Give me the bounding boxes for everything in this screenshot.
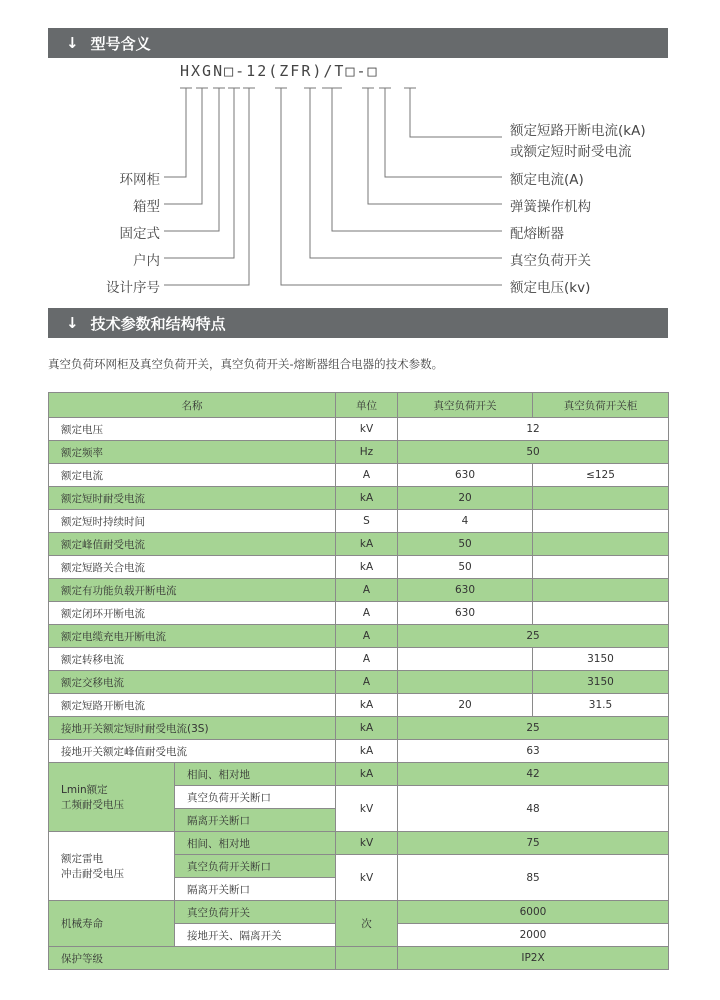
param-name: 额定闭环开断电流 xyxy=(49,602,336,625)
sub-param-name: 相间、相对地 xyxy=(175,832,336,855)
group-name xyxy=(49,763,175,832)
param-unit: kA xyxy=(336,763,398,786)
table-row xyxy=(49,832,669,855)
param-name: 额定有功能负载开断电流 xyxy=(49,579,336,602)
group-name: 机械寿命 xyxy=(49,901,175,947)
param-name: 额定峰值耐受电流 xyxy=(49,533,336,556)
table-row xyxy=(49,556,669,579)
leader-line xyxy=(281,88,502,285)
leader-line xyxy=(164,88,234,258)
table-row xyxy=(49,763,669,786)
param-name: 接地开关额定短时耐受电流(3S) xyxy=(49,717,336,740)
param-unit: kA xyxy=(336,717,398,740)
param-value: 25 xyxy=(398,717,669,740)
param-name: 额定频率 xyxy=(49,441,336,464)
param-value: 12 xyxy=(398,418,669,441)
param-value: 85 xyxy=(398,855,669,901)
table-row xyxy=(49,625,669,648)
param-unit: A xyxy=(336,625,398,648)
section-title: 型号含义 xyxy=(90,34,151,53)
group-name xyxy=(49,832,175,901)
header-switch: 真空负荷开关 xyxy=(398,393,533,418)
param-value: 2000 xyxy=(398,924,669,947)
param-unit: kA xyxy=(336,533,398,556)
leader-line xyxy=(410,88,502,137)
sub-param-name: 隔离开关断口 xyxy=(175,878,336,901)
table-row xyxy=(49,671,669,694)
param-value-cabinet xyxy=(533,487,669,510)
label-short-time-current: 或额定短时耐受电流 xyxy=(510,144,632,160)
param-name: 额定短时持续时间 xyxy=(49,510,336,533)
table-row xyxy=(49,717,669,740)
spec-table xyxy=(48,392,669,970)
param-value-cabinet: 31.5 xyxy=(533,694,669,717)
sub-param-name: 隔离开关断口 xyxy=(175,809,336,832)
param-value-cabinet: ≤125 xyxy=(533,464,669,487)
sub-param-name: 接地开关、隔离开关 xyxy=(175,924,336,947)
leader-line xyxy=(332,88,502,231)
param-unit: A xyxy=(336,602,398,625)
param-name: 额定电流 xyxy=(49,464,336,487)
label-breaking-current: 额定短路开断电流(kA) xyxy=(510,123,646,139)
param-unit: 次 xyxy=(336,901,398,947)
param-unit: kA xyxy=(336,694,398,717)
param-name: 额定电压 xyxy=(49,418,336,441)
param-unit: kA xyxy=(336,740,398,763)
param-value: 48 xyxy=(398,786,669,832)
param-name: 接地开关额定峰值耐受电流 xyxy=(49,740,336,763)
label-rated-voltage: 额定电压(kv) xyxy=(510,280,591,296)
param-value-cabinet: 3150 xyxy=(533,648,669,671)
sub-param-name: 真空负荷开关断口 xyxy=(175,855,336,878)
leader-line xyxy=(368,88,502,204)
param-value: 25 xyxy=(398,625,669,648)
param-unit: S xyxy=(336,510,398,533)
param-value-switch: 50 xyxy=(398,533,533,556)
param-name: 额定电缆充电开断电流 xyxy=(49,625,336,648)
leader-line xyxy=(164,88,219,231)
table-row xyxy=(49,510,669,533)
label-spring-mechanism: 弹簧操作机构 xyxy=(510,199,591,215)
leader-line xyxy=(164,88,202,204)
model-diagram xyxy=(0,0,720,300)
param-name: 额定转移电流 xyxy=(49,648,336,671)
param-value-switch: 20 xyxy=(398,694,533,717)
label-fixed-type: 固定式 xyxy=(119,226,160,242)
param-value: 75 xyxy=(398,832,669,855)
group-name-line: 工频耐受电压 xyxy=(61,799,124,811)
header-unit: 单位 xyxy=(336,393,398,418)
param-value-cabinet xyxy=(533,556,669,579)
param-unit: kA xyxy=(336,556,398,579)
param-unit: Hz xyxy=(336,441,398,464)
param-value-switch xyxy=(398,671,533,694)
label-rated-current: 额定电流(A) xyxy=(510,172,584,188)
label-vacuum-switch: 真空负荷开关 xyxy=(510,253,591,269)
sub-param-name: 相间、相对地 xyxy=(175,763,336,786)
table-row xyxy=(49,418,669,441)
param-unit: kV xyxy=(336,855,398,901)
table-row xyxy=(49,740,669,763)
leader-line xyxy=(385,88,502,177)
table-row xyxy=(49,533,669,556)
param-value-switch: 630 xyxy=(398,579,533,602)
section-title: 技术参数和结构特点 xyxy=(90,314,226,333)
param-unit: kA xyxy=(336,487,398,510)
arrow-down-icon: ↓ xyxy=(66,314,79,332)
param-unit: kV xyxy=(336,786,398,832)
param-unit: kV xyxy=(336,832,398,855)
param-unit: A xyxy=(336,464,398,487)
sub-param-name: 真空负荷开关断口 xyxy=(175,786,336,809)
table-row xyxy=(49,901,669,924)
leader-line xyxy=(310,88,502,258)
header-cabinet: 真空负荷开关柜 xyxy=(533,393,669,418)
label-indoor: 户内 xyxy=(133,253,160,269)
param-value-switch xyxy=(398,648,533,671)
group-name-line: 额定雷电 xyxy=(61,853,103,865)
intro-text: 真空负荷环网柜及真空负荷开关，真空负荷开关-熔断器组合电器的技术参数。 xyxy=(48,357,444,371)
table-header-row xyxy=(49,393,669,418)
table-row xyxy=(49,648,669,671)
model-code: HXGN□-12(ZFR)/T□-□ xyxy=(180,62,379,80)
table-row xyxy=(49,947,669,970)
param-value-switch: 630 xyxy=(398,464,533,487)
label-ring-main-unit: 环网柜 xyxy=(119,172,160,188)
param-unit: kV xyxy=(336,418,398,441)
label-fuse: 配熔断器 xyxy=(510,226,564,242)
param-value-switch: 630 xyxy=(398,602,533,625)
param-value-cabinet xyxy=(533,533,669,556)
param-value-cabinet: 3150 xyxy=(533,671,669,694)
label-box-type: 箱型 xyxy=(133,199,160,215)
param-unit: A xyxy=(336,579,398,602)
group-name-line: 冲击耐受电压 xyxy=(61,868,124,880)
param-name: 额定短路关合电流 xyxy=(49,556,336,579)
param-name: 额定短时耐受电流 xyxy=(49,487,336,510)
param-name: 额定交移电流 xyxy=(49,671,336,694)
param-unit: A xyxy=(336,671,398,694)
table-row xyxy=(49,487,669,510)
label-design-serial: 设计序号 xyxy=(106,280,160,296)
param-unit: A xyxy=(336,648,398,671)
param-value: 63 xyxy=(398,740,669,763)
param-value: 6000 xyxy=(398,901,669,924)
param-name: 额定短路开断电流 xyxy=(49,694,336,717)
header-name: 名称 xyxy=(49,393,336,418)
param-value: 50 xyxy=(398,441,669,464)
param-value-switch: 50 xyxy=(398,556,533,579)
arrow-down-icon: ↓ xyxy=(66,34,79,52)
param-value-switch: 4 xyxy=(398,510,533,533)
table-row xyxy=(49,579,669,602)
table-row xyxy=(49,464,669,487)
leader-line xyxy=(164,88,249,285)
leader-line xyxy=(164,88,186,177)
table-row xyxy=(49,602,669,625)
group-name-line: Lmin额定 xyxy=(61,784,108,796)
param-name: 保护等级 xyxy=(49,947,336,970)
param-value-cabinet xyxy=(533,579,669,602)
sub-param-name: 真空负荷开关 xyxy=(175,901,336,924)
section-header-specs xyxy=(48,308,668,338)
table-row xyxy=(49,694,669,717)
param-value-cabinet xyxy=(533,602,669,625)
param-value: 42 xyxy=(398,763,669,786)
param-value: IP2X xyxy=(398,947,669,970)
param-value-cabinet xyxy=(533,510,669,533)
table-row xyxy=(49,441,669,464)
param-value-switch: 20 xyxy=(398,487,533,510)
param-unit xyxy=(336,947,398,970)
